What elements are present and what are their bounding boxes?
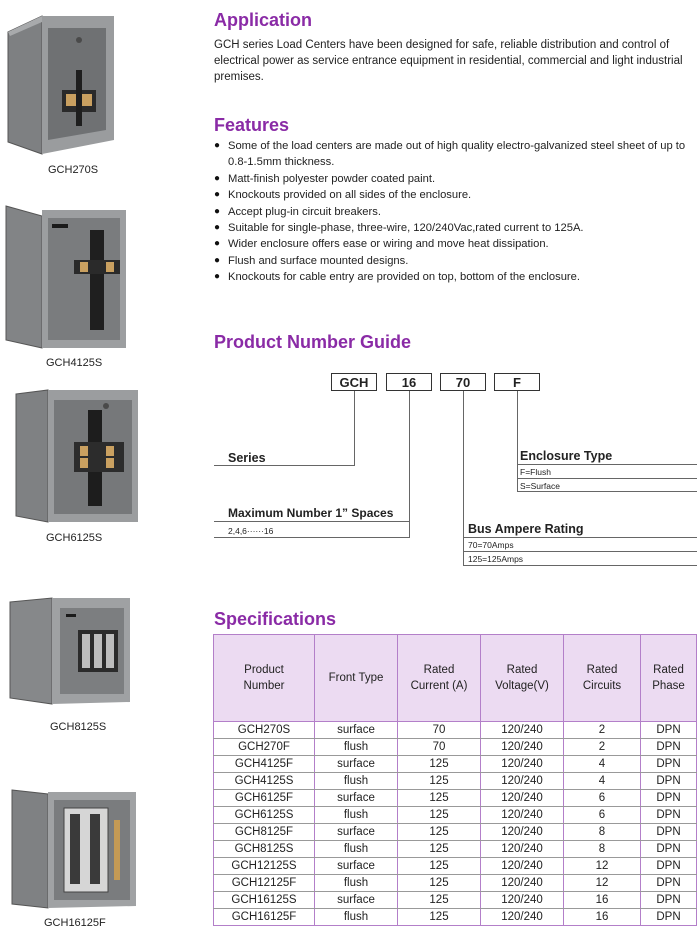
feature-item: ● Suitable for single-phase, three-wire, 120/240Vac,rated current to 125A.	[214, 220, 698, 236]
features-heading: Features	[214, 115, 290, 135]
cell-rated-voltage: 120/240	[481, 892, 564, 909]
cell-product-number: GCH8125F	[214, 824, 315, 841]
table-row	[214, 858, 697, 875]
cell-rated-circuits: 2	[564, 722, 641, 739]
cell-product-number: GCH4125S	[214, 773, 315, 790]
cell-rated-current: 125	[398, 790, 481, 807]
bus-ampere-label: Bus Ampere Rating	[468, 522, 584, 536]
cell-rated-voltage: 120/240	[481, 790, 564, 807]
connector-line	[214, 521, 410, 522]
cell-rated-phase: DPN	[641, 841, 697, 858]
header-rated-circuits: Rated Circuits	[564, 635, 641, 722]
feature-item: ● Knockouts provided on all sides of the enclosure.	[214, 187, 698, 203]
header-product-number: Product Number	[214, 635, 315, 722]
connector-line	[463, 565, 697, 566]
product-image-gch4125s	[4, 200, 130, 350]
cell-front-type: surface	[315, 858, 398, 875]
product-caption: GCH8125S	[50, 721, 107, 733]
connector-line	[214, 537, 410, 538]
cell-rated-current: 125	[398, 858, 481, 875]
connector-line	[463, 551, 697, 552]
cell-rated-phase: DPN	[641, 909, 697, 926]
table-row	[214, 739, 697, 756]
connector-line	[463, 537, 697, 538]
cell-rated-voltage: 120/240	[481, 773, 564, 790]
features-list	[214, 138, 698, 286]
spaces-label: Maximum Number 1” Spaces	[228, 506, 394, 520]
cell-front-type: surface	[315, 756, 398, 773]
cell-front-type: surface	[315, 824, 398, 841]
cell-product-number: GCH270F	[214, 739, 315, 756]
cell-rated-circuits: 16	[564, 892, 641, 909]
cell-rated-circuits: 4	[564, 756, 641, 773]
product-image-gch8125s	[8, 594, 132, 706]
cell-rated-current: 70	[398, 739, 481, 756]
cell-front-type: flush	[315, 909, 398, 926]
feature-item: ● Matt-finish polyester powder coated paint.	[214, 171, 698, 187]
cell-product-number: GCH12125S	[214, 858, 315, 875]
code-box-enclosure: F	[494, 373, 540, 391]
guide-heading: Product Number Guide	[214, 332, 412, 352]
connector-line	[409, 391, 410, 537]
cell-rated-circuits: 8	[564, 824, 641, 841]
code-box-spaces: 16	[386, 373, 432, 391]
cell-product-number: GCH12125F	[214, 875, 315, 892]
product-image-gch270s	[2, 14, 132, 160]
cell-front-type: flush	[315, 773, 398, 790]
cell-rated-voltage: 120/240	[481, 739, 564, 756]
table-row	[214, 841, 697, 858]
application-heading: Application	[214, 10, 312, 30]
feature-item: ● Flush and surface mounted designs.	[214, 253, 698, 269]
header-rated-current: Rated Current (A)	[398, 635, 481, 722]
cell-product-number: GCH16125S	[214, 892, 315, 909]
cell-rated-current: 125	[398, 892, 481, 909]
cell-rated-phase: DPN	[641, 756, 697, 773]
enclosure-type-label: Enclosure Type	[520, 449, 613, 463]
enclosure-type-value: S=Surface	[520, 481, 560, 491]
cell-product-number: GCH16125F	[214, 909, 315, 926]
table-row	[214, 807, 697, 824]
product-caption: GCH6125S	[46, 532, 103, 544]
cell-rated-circuits: 6	[564, 807, 641, 824]
product-image-gch16125f	[10, 786, 138, 910]
header-rated-voltage: Rated Voltage(V)	[481, 635, 564, 722]
table-row	[214, 773, 697, 790]
cell-rated-phase: DPN	[641, 875, 697, 892]
connector-line	[463, 391, 464, 566]
cell-rated-circuits: 12	[564, 875, 641, 892]
cell-rated-circuits: 4	[564, 773, 641, 790]
cell-rated-voltage: 120/240	[481, 722, 564, 739]
cell-product-number: GCH6125S	[214, 807, 315, 824]
feature-item: ● Knockouts for cable entry are provided on top, bottom of the enclosure.	[214, 269, 698, 285]
cell-product-number: GCH8125S	[214, 841, 315, 858]
series-label: Series	[228, 451, 266, 465]
table-row	[214, 892, 697, 909]
cell-rated-voltage: 120/240	[481, 858, 564, 875]
table-row	[214, 790, 697, 807]
header-rated-phase: Rated Phase	[641, 635, 697, 722]
connector-line	[517, 464, 697, 465]
code-box-ampere: 70	[440, 373, 486, 391]
feature-item: ● Accept plug-in circuit breakers.	[214, 204, 698, 220]
bus-ampere-value: 70=70Amps	[468, 540, 514, 550]
feature-item: ● Some of the load centers are made out of high quality electro-galvanized steel sheet of up to 0.8-1.5mm thickness.	[214, 138, 698, 171]
product-caption: GCH4125S	[46, 357, 103, 369]
cell-rated-phase: DPN	[641, 858, 697, 875]
connector-line	[354, 391, 355, 465]
cell-rated-phase: DPN	[641, 807, 697, 824]
cell-rated-phase: DPN	[641, 790, 697, 807]
cell-rated-phase: DPN	[641, 824, 697, 841]
cell-front-type: surface	[315, 790, 398, 807]
cell-rated-voltage: 120/240	[481, 875, 564, 892]
cell-front-type: flush	[315, 807, 398, 824]
cell-rated-phase: DPN	[641, 739, 697, 756]
cell-front-type: flush	[315, 841, 398, 858]
enclosure-type-value: F=Flush	[520, 467, 551, 477]
cell-front-type: surface	[315, 722, 398, 739]
bus-ampere-value: 125=125Amps	[468, 554, 524, 564]
cell-product-number: GCH6125F	[214, 790, 315, 807]
cell-rated-current: 125	[398, 807, 481, 824]
product-caption: GCH270S	[48, 164, 99, 176]
connector-line	[517, 478, 697, 479]
table-header-row	[214, 635, 697, 722]
cell-rated-current: 125	[398, 824, 481, 841]
cell-rated-phase: DPN	[641, 892, 697, 909]
table-row	[214, 875, 697, 892]
cell-rated-current: 70	[398, 722, 481, 739]
product-image-gch6125s	[14, 388, 144, 524]
specifications-table-body	[214, 722, 697, 926]
specifications-table	[213, 634, 697, 926]
table-row	[214, 909, 697, 926]
cell-rated-voltage: 120/240	[481, 841, 564, 858]
cell-rated-voltage: 120/240	[481, 756, 564, 773]
connector-line	[517, 491, 697, 492]
cell-rated-circuits: 12	[564, 858, 641, 875]
table-row	[214, 824, 697, 841]
cell-rated-circuits: 6	[564, 790, 641, 807]
table-row	[214, 756, 697, 773]
cell-front-type: surface	[315, 892, 398, 909]
cell-rated-circuits: 2	[564, 739, 641, 756]
connector-line	[214, 465, 355, 466]
cell-rated-voltage: 120/240	[481, 824, 564, 841]
cell-rated-current: 125	[398, 841, 481, 858]
spaces-values: 2,4,6······16	[228, 526, 274, 536]
cell-rated-current: 125	[398, 875, 481, 892]
header-front-type: Front Type	[315, 635, 398, 722]
cell-rated-current: 125	[398, 773, 481, 790]
cell-rated-current: 125	[398, 909, 481, 926]
table-row	[214, 722, 697, 739]
cell-rated-phase: DPN	[641, 773, 697, 790]
cell-rated-phase: DPN	[641, 722, 697, 739]
cell-rated-circuits: 8	[564, 841, 641, 858]
feature-item: ● Wider enclosure offers ease or wiring and move heat dissipation.	[214, 236, 698, 252]
cell-rated-circuits: 16	[564, 909, 641, 926]
cell-product-number: GCH4125F	[214, 756, 315, 773]
connector-line	[517, 391, 518, 492]
specifications-heading: Specifications	[214, 609, 337, 629]
cell-rated-voltage: 120/240	[481, 807, 564, 824]
product-caption: GCH16125F	[44, 917, 106, 929]
application-text: GCH series Load Centers have been designed for safe, reliable distribution and control of electrical power as service entrance equipment in residential, commercial and light industrial premises.	[214, 39, 683, 83]
cell-rated-current: 125	[398, 756, 481, 773]
cell-front-type: flush	[315, 875, 398, 892]
cell-front-type: flush	[315, 739, 398, 756]
code-box-series: GCH	[331, 373, 377, 391]
cell-product-number: GCH270S	[214, 722, 315, 739]
cell-rated-voltage: 120/240	[481, 909, 564, 926]
